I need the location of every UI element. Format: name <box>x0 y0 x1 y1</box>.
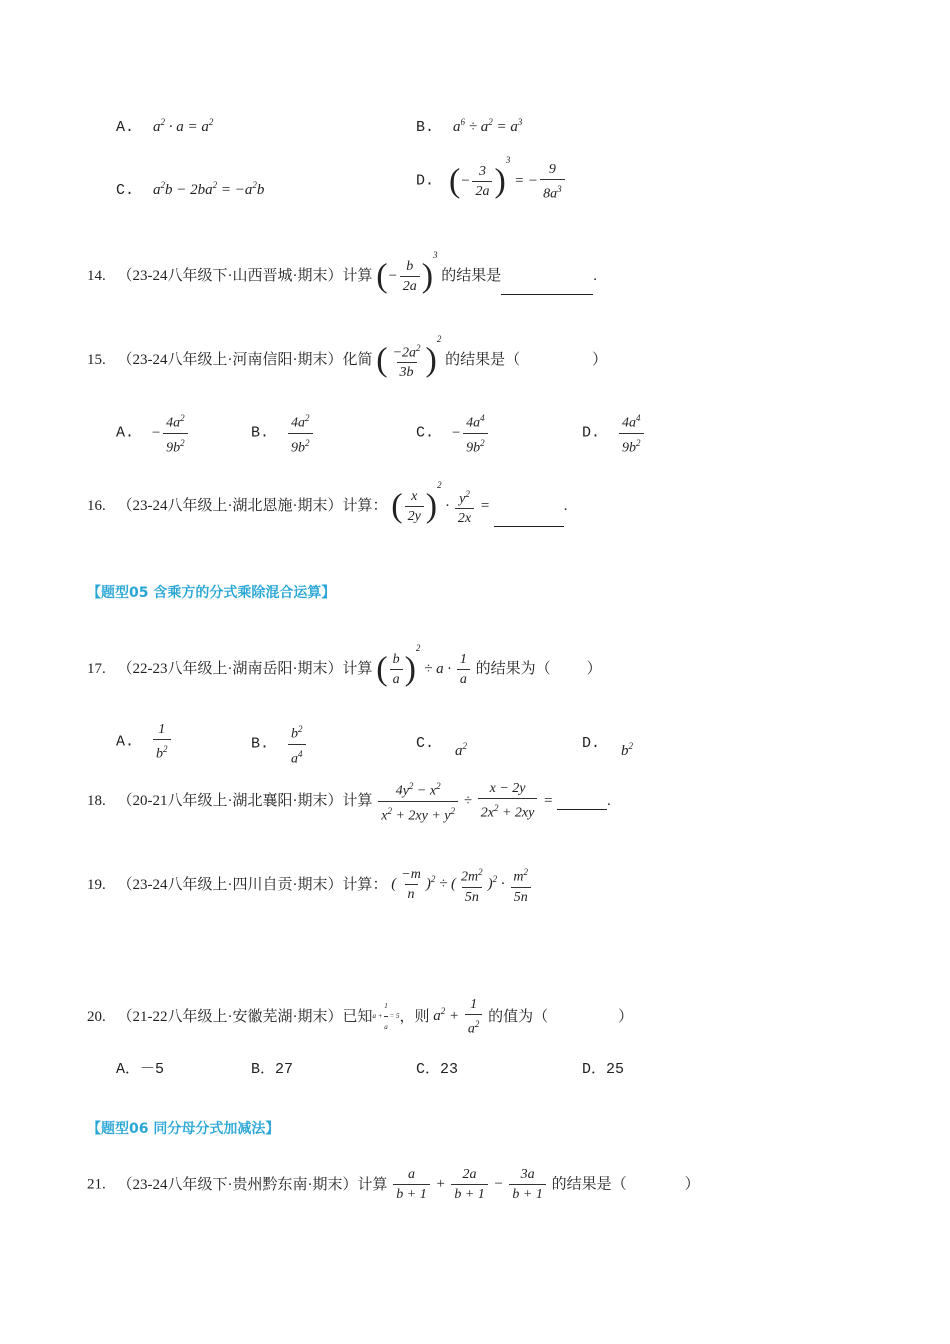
q13-option-d: D. (− $\frac{3}{2a}$ )$^3$ = − $\frac{9}{8a^3}$ <box>416 155 567 202</box>
question-20: 20. （21-22八年级上·安徽芜湖·期末）已知a + $\frac{1}{a}$ = 5，则 $a^2$ + $\frac{1}{a^2}$ 的值为（ ） <box>87 997 634 1037</box>
answer-blank[interactable] <box>501 278 593 295</box>
q15-option-c: C. − $\frac{4a^4}{9b^2}$ <box>416 410 490 456</box>
q15-option-b: B. $\frac{4a^2}{9b^2}$ <box>251 410 315 456</box>
question-21: 21. （23-24八年级下·贵州黔东南·期末）计算 $\frac{a}{b + 1}$ + $\frac{2a}{b + 1}$ − $\frac{3a}{b + 1}$ 的结果是（ ） <box>87 1167 700 1202</box>
q13-option-c: C. $a^2b - 2ba^2 = -a^2b$ <box>116 180 265 199</box>
q17-option-a: A. $\frac{1}{b^2}$ <box>116 721 173 763</box>
section-heading-05: 【题型05 含乘方的分式乘除混合运算】 <box>87 585 336 601</box>
question-18: 18. （20-21八年级上·湖北襄阳·期末）计算 $\frac{4y^2 - x^2}{x^2 + 2xy + y^2}$ ÷ $\frac{x - 2y}{2x^2 + 2xy}$ = . <box>87 781 611 824</box>
answer-blank[interactable] <box>557 793 607 810</box>
q20-option-d: D．25 <box>582 1061 625 1078</box>
question-14: 14. （23-24八年级下·山西晋城·期末）计算 (− $\frac{b}{2a}$ )$^3$ 的结果是 . <box>87 250 598 295</box>
answer-blank[interactable] <box>494 510 564 527</box>
question-16: 16. （23-24八年级上·湖北恩施·期末）计算： ( $\frac{x}{2y}$ )$^2$ · $\frac{y^2}{2x}$ = . <box>87 480 568 527</box>
q15-option-d: D. $\frac{4a^4}{9b^2}$ <box>582 410 646 456</box>
q20-option-b: B．27 <box>251 1061 294 1078</box>
q20-option-a: A．－5 <box>116 1061 165 1078</box>
q15-option-a: A. − $\frac{4a^2}{9b^2}$ <box>116 410 190 456</box>
q20-option-c: C．23 <box>416 1061 459 1078</box>
q17-option-d: D. $b^2$ <box>582 735 634 759</box>
q13-option-a: A. $a^2 \cdot a = a^2$ <box>116 117 214 136</box>
q13-option-b: B. $a^6 \div a^2 = a^3$ <box>416 117 523 136</box>
section-heading-06: 【题型06 同分母分式加减法】 <box>87 1121 280 1137</box>
question-19: 19. （23-24八年级上·四川自贡·期末）计算： ( $\frac{-m}{n}$ )$^2$ ÷ ( $\frac{2m^2}{5n}$ )$^2$ · $\frac{m^2}{5n}$ <box>87 864 533 906</box>
question-17: 17. （22-23八年级上·湖南岳阳·期末）计算 ( $\frac{b}{a}$ )$^2$ ÷ a · $\frac{1}{a}$ 的结果为（ ） <box>87 643 602 688</box>
q17-option-c: C. $a^2$ <box>416 735 468 759</box>
question-15: 15. （23-24八年级上·河南信阳·期末）化简 ( $\frac{-2a^2}{3b}$ )$^2$ 的结果是（ ） <box>87 334 608 381</box>
q17-option-b: B. $\frac{b^2}{a^4}$ <box>251 721 308 767</box>
